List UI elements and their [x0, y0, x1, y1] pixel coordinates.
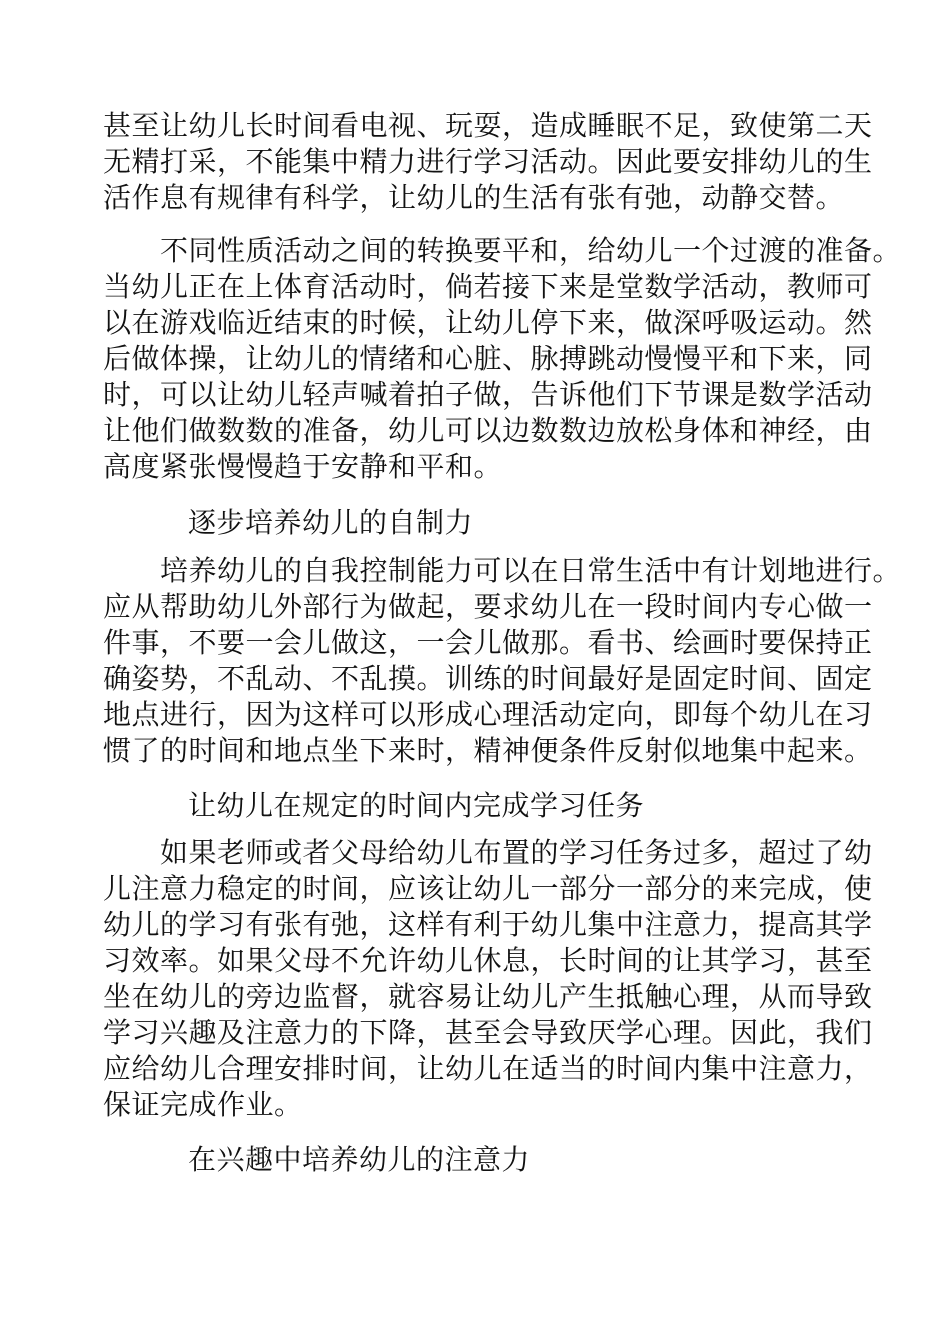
text-line: 时，可以让幼儿轻声喊着拍子做，告诉他们下节课是数学活动 [103, 378, 873, 411]
paragraph-first-line: 如果老师或者父母给幼儿布置的学习任务过多，超过了幼 [160, 836, 873, 869]
text-line: 让他们做数数的准备，幼儿可以边数数边放松身体和神经，由 [103, 414, 873, 447]
text-line: 应给幼儿合理安排时间，让幼儿在适当的时间内集中注意力， [103, 1052, 873, 1085]
section-heading: 在兴趣中培养幼儿的注意力 [188, 1143, 531, 1176]
text-line: 应从帮助幼儿外部行为做起，要求幼儿在一段时间内专心做一 [103, 590, 873, 623]
text-line: 学习兴趣及注意力的下降，甚至会导致厌学心理。因此，我们 [103, 1016, 873, 1049]
text-line: 当幼儿正在上体育活动时，倘若接下来是堂数学活动，教师可 [103, 270, 873, 303]
section-heading: 逐步培养幼儿的自制力 [188, 506, 474, 539]
text-line: 后做体操，让幼儿的情绪和心脏、脉搏跳动慢慢平和下来，同 [103, 342, 873, 375]
text-line: 习效率。如果父母不允许幼儿休息，长时间的让其学习，甚至 [103, 944, 873, 977]
text-line: 甚至让幼儿长时间看电视、玩耍，造成睡眠不足，致使第二天 [103, 109, 873, 142]
text-line: 儿注意力稳定的时间，应该让幼儿一部分一部分的来完成，使 [103, 872, 873, 905]
text-line: 地点进行，因为这样可以形成心理活动定向，即每个幼儿在习 [103, 698, 873, 731]
text-line: 活作息有规律有科学，让幼儿的生活有张有弛，动静交替。 [103, 181, 845, 214]
text-line: 保证完成作业。 [103, 1088, 303, 1121]
text-line: 确姿势，不乱动、不乱摸。训练的时间最好是固定时间、固定 [103, 662, 873, 695]
section-heading: 让幼儿在规定的时间内完成学习任务 [188, 789, 645, 822]
paragraph-first-line: 培养幼儿的自我控制能力可以在日常生活中有计划地进行。 [160, 554, 902, 587]
text-line: 高度紧张慢慢趋于安静和平和。 [103, 450, 503, 483]
text-line: 无精打采，不能集中精力进行学习活动。因此要安排幼儿的生 [103, 145, 873, 178]
text-line: 件事，不要一会儿做这，一会儿做那。看书、绘画时要保持正 [103, 626, 873, 659]
paragraph-first-line: 不同性质活动之间的转换要平和，给幼儿一个过渡的准备。 [160, 234, 902, 267]
text-line: 坐在幼儿的旁边监督，就容易让幼儿产生抵触心理，从而导致 [103, 980, 873, 1013]
text-line: 以在游戏临近结束的时候，让幼儿停下来，做深呼吸运动。然 [103, 306, 873, 339]
text-line: 幼儿的学习有张有弛，这样有利于幼儿集中注意力，提高其学 [103, 908, 873, 941]
text-line: 惯了的时间和地点坐下来时，精神便条件反射似地集中起来。 [103, 734, 873, 767]
